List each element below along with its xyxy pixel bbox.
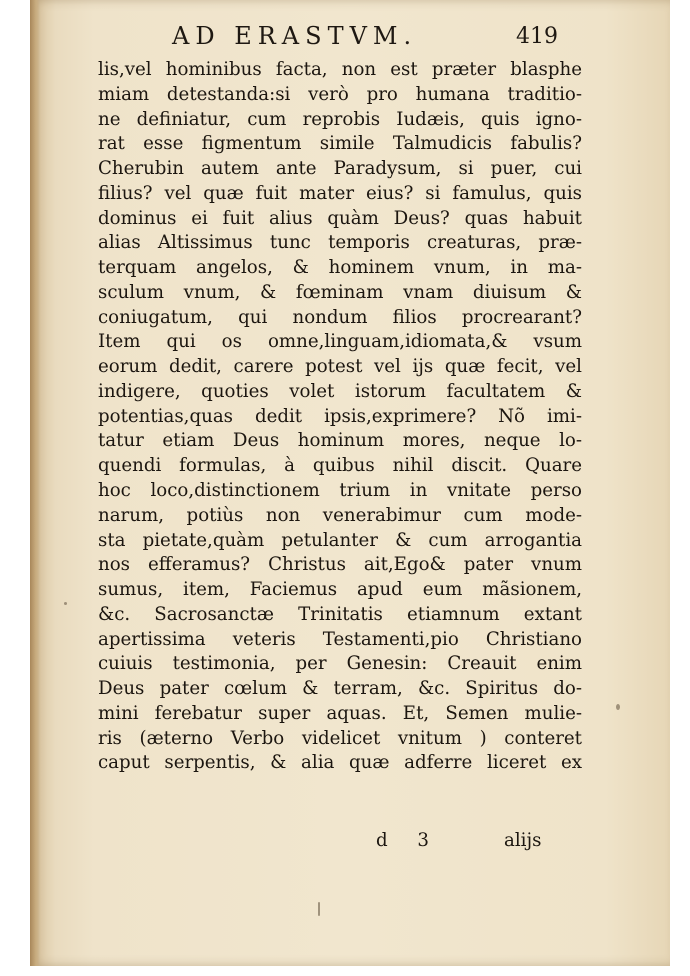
text-line: Deus pater cœlum & terram, &c. Spiritus do- [98,678,582,700]
binding-gutter [30,0,40,966]
signature-mark: d 3 [376,830,441,851]
text-line: rat esse figmentum simile Talmudicis fabulis? [98,133,582,155]
text-line: sculum vnum, & fœminam vnam diuisum & [98,281,582,303]
running-title: AD ERASTVM. [172,22,418,50]
text-line: lis,vel hominibus facta, non est præter blasphe [98,59,582,80]
text-line: hoc loco,distinctionem trium in vnitate perso [98,480,582,502]
text-line: terquam angelos, & hominem vnum, in ma- [98,257,582,279]
page-footer [30,830,670,860]
text-line: potentias,quas dedit ipsis,exprimere? Nõ imi- [98,405,582,427]
text-line: quendi formulas, à quibus nihil discit. Quare [98,455,582,477]
text-line: cuiuis testimonia, per Genesin: Creauit enim [98,653,582,675]
text-line: Cherubin autem ante Paradysum, si puer, cui [98,158,582,180]
book-page [30,0,670,966]
text-line: dominus ei fuit alius quàm Deus? quas habuit [98,207,582,229]
page-number: 419 [516,24,558,49]
text-line: narum, potiùs non venerabimur cum mode- [98,504,582,526]
text-line: mini ferebatur super aquas. Et, Semen mulie- [98,702,582,724]
catchword: alijs [504,830,542,851]
text-line: tatur etiam Deus hominum mores, neque lo- [98,430,582,452]
text-line: caput serpentis, & alia quæ adferre liceret ex [98,752,582,774]
text-line: sumus, item, Faciemus apud eum mãsionem, [98,579,582,601]
text-line: eorum dedit, carere potest vel ijs quæ fecit, vel [98,356,582,378]
text-line: Item qui os omne,linguam,idiomata,& vsum [98,331,582,353]
text-line: nos efferamus? Christus ait,Ego& pater vnum [98,554,582,576]
text-line: &c. Sacrosanctæ Trinitatis etiamnum extant [98,603,582,625]
ink-speck [64,602,67,605]
text-line: ris (æterno Verbo videlicet vnitum ) conteret [98,727,582,749]
text-line: coniugatum, qui nondum filios procrearant? [98,306,582,328]
text-line: alias Altissimus tunc temporis creaturas, præ- [98,232,582,254]
text-line: apertissima veteris Testamenti,pio Christiano [98,628,582,650]
text-line: indigere, quoties volet istorum facultatem & [98,380,582,402]
text-line: filius? vel quæ fuit mater eius? si famulus, quis [98,182,582,204]
ink-speck [616,704,620,710]
text-line: ne definiatur, cum reprobis Iudæis, quis igno- [98,108,582,130]
ink-speck [318,902,320,916]
text-line: sta pietate,quàm petulanter & cum arrogantia [98,529,582,551]
running-head [30,22,670,52]
text-line: miam detestanda:si verò pro humana traditio- [98,83,582,105]
body-text [98,58,582,776]
